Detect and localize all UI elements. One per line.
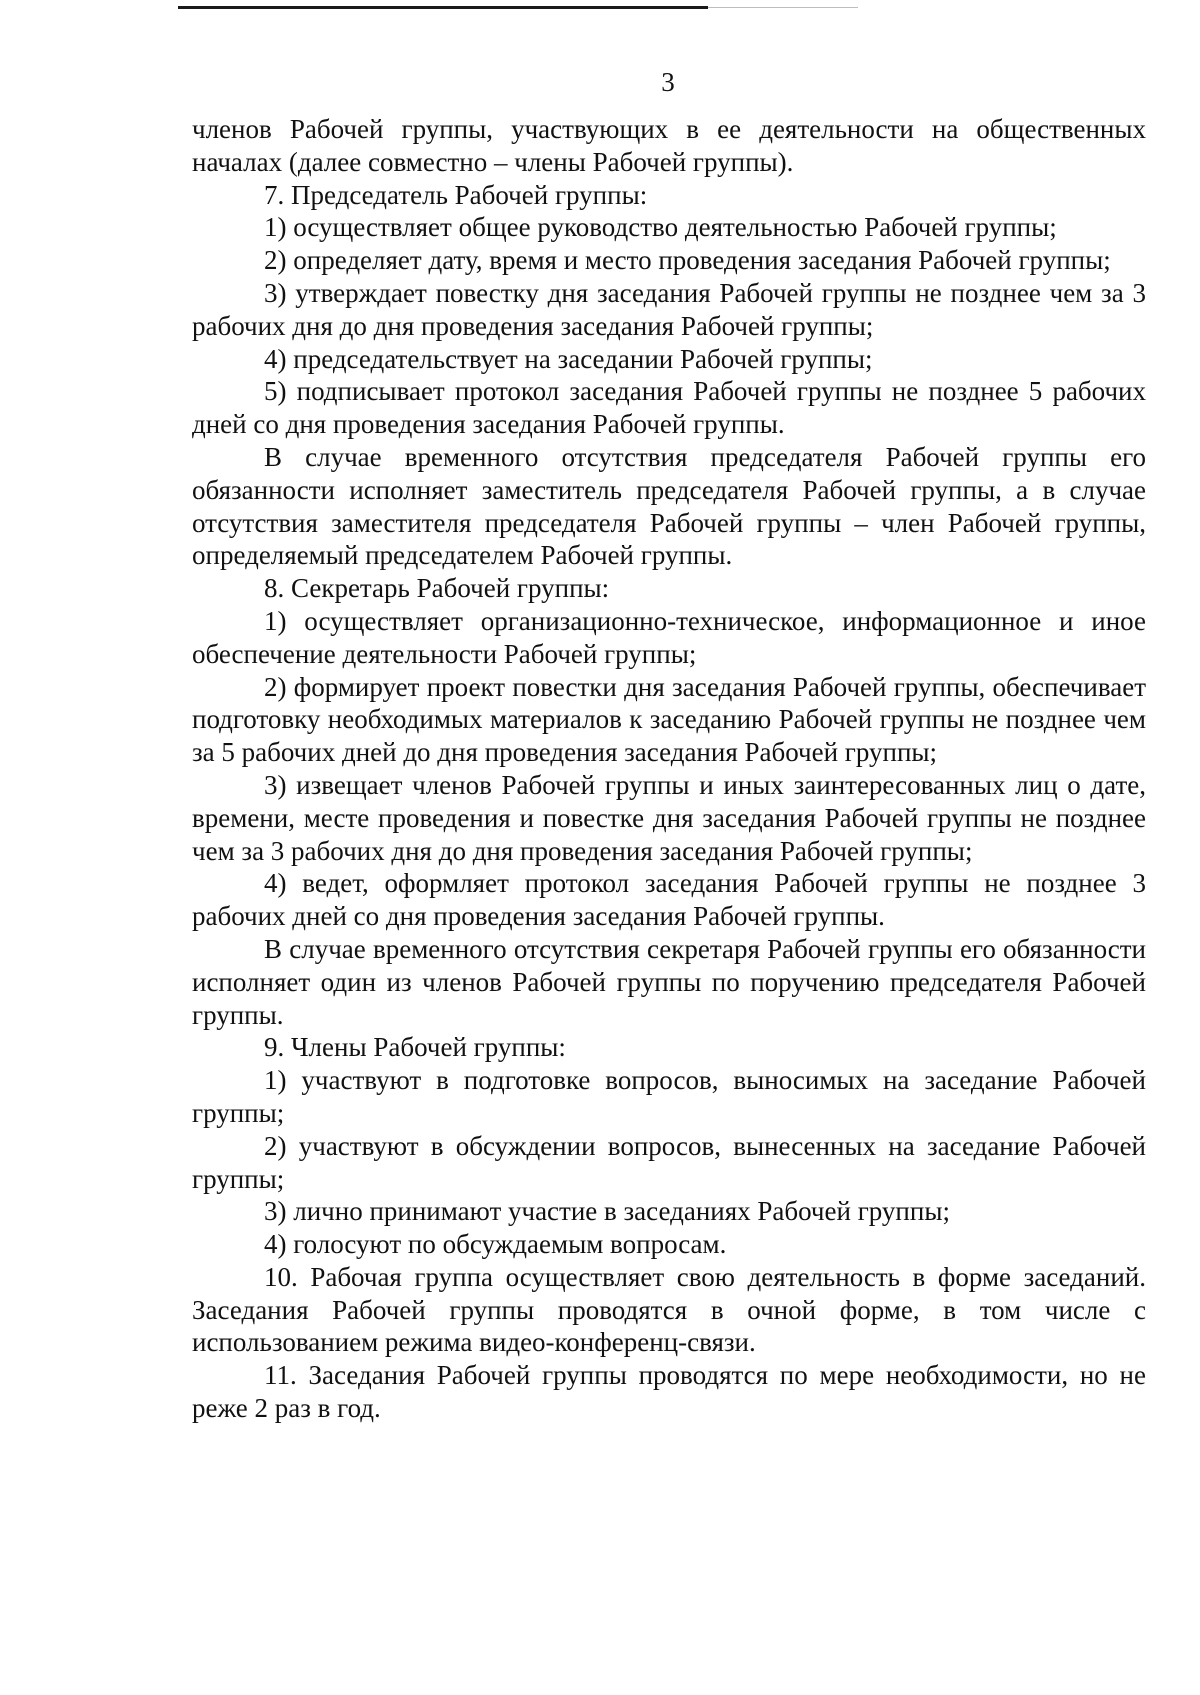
paragraph: В случае временного отсутствия председателя Рабочей группы его обязанности исполняет заместитель председателя Рабочей группы, а в случае отсутствия заместителя председателя Рабочей группы – член Рабочей группы, определяемый председателем Рабочей группы. — [192, 441, 1146, 571]
list-item: 2) участвуют в обсуждении вопросов, вынесенных на заседание Рабочей группы; — [192, 1130, 1146, 1194]
list-item: 3) извещает членов Рабочей группы и иных заинтересованных лиц о дате, времени, месте проведения и повестке дня заседания Рабочей группы не позднее чем за 3 рабочих дня до дня проведения заседания Рабочей группы; — [192, 769, 1146, 866]
paragraph: членов Рабочей группы, участвующих в ее деятельности на общественных началах (далее совместно – члены Рабочей группы). — [192, 114, 1146, 177]
list-item: 4) голосуют по обсуждаемым вопросам. — [264, 1229, 727, 1260]
section-heading-8: 8. Секретарь Рабочей группы: — [264, 573, 610, 604]
list-item: 1) осуществляет общее руководство деятельностью Рабочей группы; — [264, 212, 1057, 243]
paragraph: В случае временного отсутствия секретаря Рабочей группы его обязанности исполняет один из членов Рабочей группы по поручению председателя Рабочей группы. — [192, 933, 1146, 1030]
list-item: 1) осуществляет организационно-техническое, информационное и иное обеспечение деятельности Рабочей группы; — [192, 605, 1146, 669]
list-item: 4) ведет, оформляет протокол заседания Рабочей группы не позднее 3 рабочих дней со дня проведения заседания Рабочей группы. — [192, 868, 1146, 932]
list-item: 1) участвуют в подготовке вопросов, выносимых на заседание Рабочей группы; — [192, 1065, 1146, 1128]
page-number: 3 — [661, 67, 675, 97]
section-heading-9: 9. Члены Рабочей группы: — [264, 1032, 566, 1063]
top-border-line-faint — [708, 7, 858, 8]
top-border-line — [178, 6, 708, 9]
list-item: 3) лично принимают участие в заседаниях Рабочей группы; — [264, 1196, 950, 1227]
list-item: 3) утверждает повестку дня заседания Рабочей группы не позднее чем за 3 рабочих дня до дня проведения заседания Рабочей группы; — [192, 277, 1146, 341]
list-item: 2) формирует проект повестки дня заседания Рабочей группы, обеспечивает подготовку необходимых материалов к заседанию Рабочей группы не позднее чем за 5 рабочих дней до дня проведения заседания Рабочей группы; — [192, 671, 1146, 768]
section-paragraph-11: 11. Заседания Рабочей группы проводятся по мере необходимости, но не реже 2 раз в год. — [192, 1360, 1146, 1424]
document-body — [192, 113, 1146, 1425]
list-item: 4) председательствует на заседании Рабочей группы; — [264, 343, 873, 374]
list-item: 5) подписывает протокол заседания Рабочей группы не позднее 5 рабочих дней со дня проведения заседания Рабочей группы. — [192, 376, 1146, 440]
section-heading-7: 7. Председатель Рабочей группы: — [264, 179, 648, 210]
section-paragraph-10: 10. Рабочая группа осуществляет свою деятельность в форме заседаний. Заседания Рабочей группы проводятся в очной форме, в том числе с использованием режима видео-конференц-связи. — [192, 1261, 1146, 1358]
list-item: 2) определяет дату, время и место проведения заседания Рабочей группы; — [264, 245, 1111, 276]
